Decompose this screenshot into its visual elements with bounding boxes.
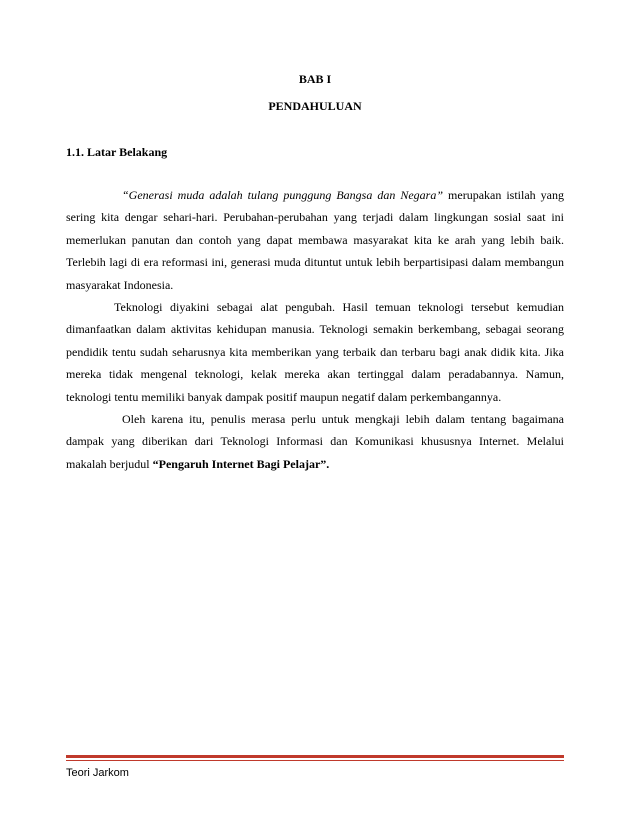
paragraph-3: [66, 408, 564, 475]
quote-text: “Generasi muda adalah tulang punggung Bangsa dan Negara”: [122, 188, 444, 202]
paper-title-bold: “Pengaruh Internet Bagi Pelajar”.: [152, 456, 330, 471]
footer-text: Teori Jarkom: [66, 767, 129, 779]
paragraph-1: [66, 184, 564, 296]
paragraph-1-text: merupakan istilah yang sering kita dengar sehari-hari. Perubahan-perubahan yang terjadi dalam lingkungan sosial saat ini memerlukan panutan dan contoh yang dapat membawa masyarakat kita ke arah yang lebih baik. Terlebih lagi di era reformasi ini, generasi muda dituntut untuk lebih berpartisipasi dalam membangun masyarakat Indonesia.: [66, 188, 565, 292]
footer-rule-thin: [66, 760, 564, 761]
body-text: [66, 184, 564, 475]
paragraph-2: Teknologi diyakini sebagai alat pengubah. Hasil temuan teknologi tersebut kemudian dimanfaatkan dalam aktivitas kehidupan manusia. Teknologi semakin berkembang, sebagai seorang pendidik tentu sudah seharusnya kita memberikan yang terbaik dan terbaru bagi anak didik kita. Jika mereka tidak mengenal teknologi, kelak mereka akan tertinggal dalam peradabannya. Namun, teknologi tentu memiliki banyak dampak positif maupun negatif dalam perkembangannya.: [66, 300, 564, 404]
chapter-number: BAB I: [298, 72, 332, 86]
chapter-title: PENDAHULUAN: [268, 99, 362, 113]
paragraph-3-text: Oleh karena itu, penulis merasa perlu untuk mengkaji lebih dalam tentang bagaimana dampak yang diberikan dari Teknologi Informasi dan Komunikasi khususnya Internet. Melalui makalah berjudul: [66, 412, 564, 471]
section-heading: 1.1. Latar Belakang: [66, 145, 168, 159]
footer-rule-thick: [66, 755, 564, 758]
